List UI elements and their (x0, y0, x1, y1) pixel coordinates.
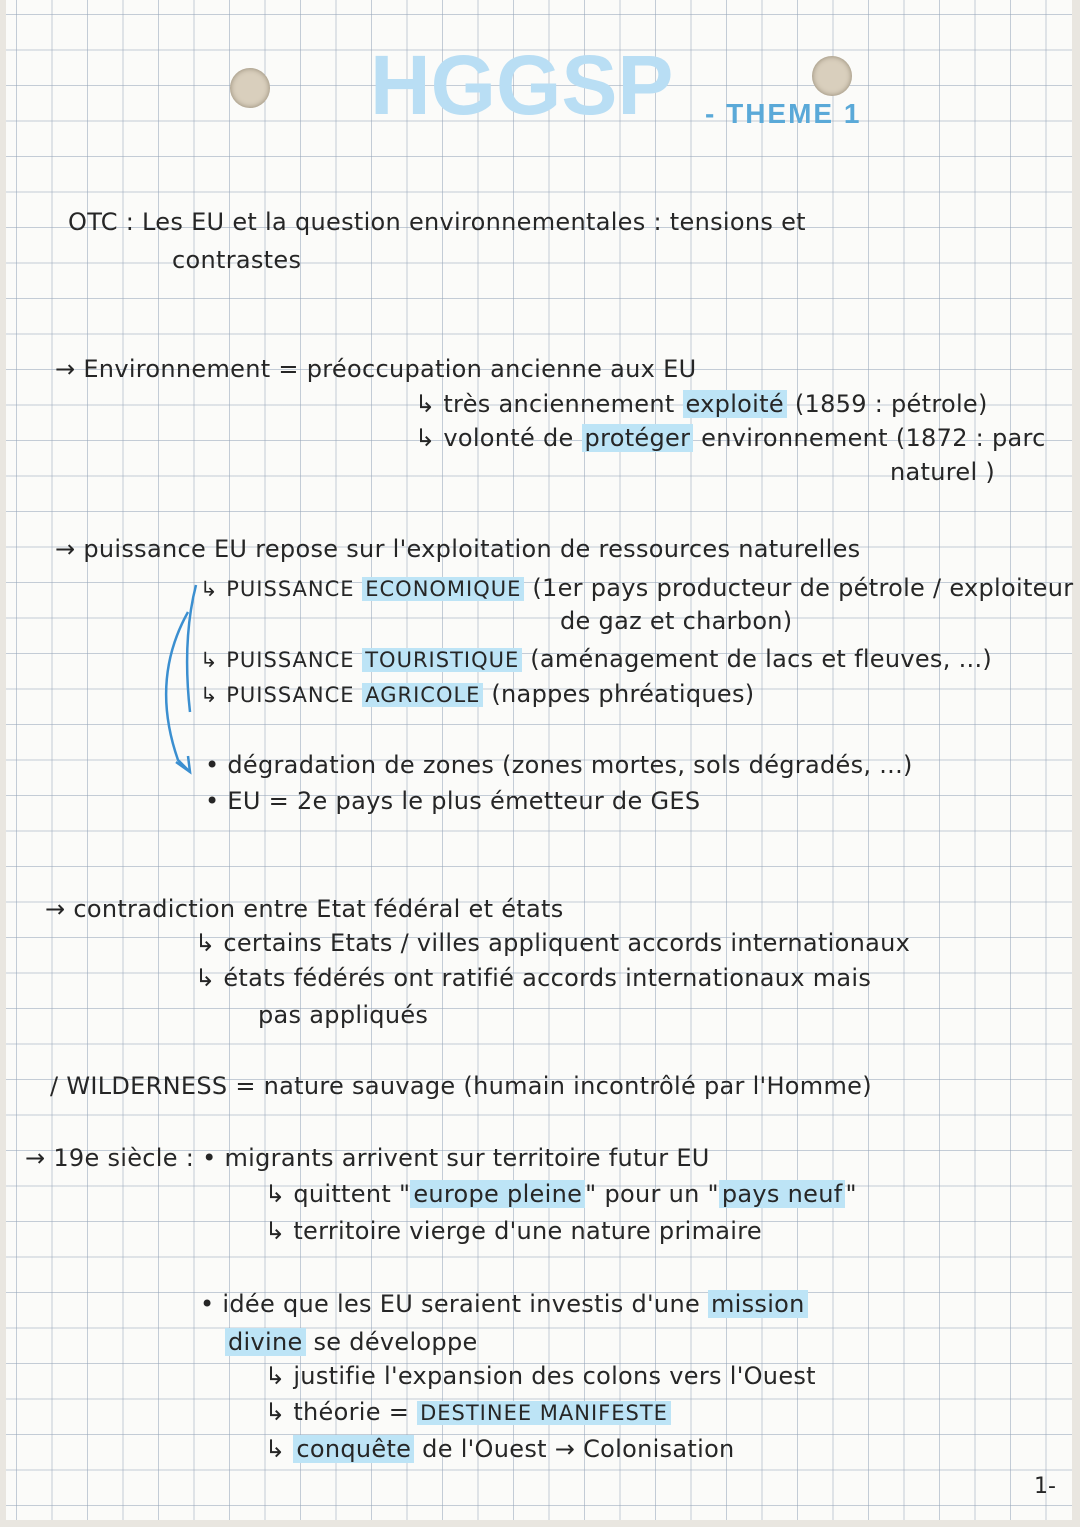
note-text: (nappes phréatiques) (483, 680, 755, 708)
note-line (205, 751, 913, 779)
note-line (265, 1398, 671, 1427)
note-text: • EU = 2e pays le plus émetteur de GES (205, 787, 701, 815)
note-text: → puissance EU repose sur l'exploitation de ressources naturelles (55, 535, 861, 563)
note-text: (aménagement de lacs et fleuves, ...) (522, 645, 993, 673)
note-line (25, 1144, 710, 1172)
note-line (68, 208, 806, 236)
note-text: de gaz et charbon) (560, 607, 793, 635)
note-line (265, 1435, 735, 1463)
note-text: de l'Ouest → Colonisation (414, 1435, 735, 1463)
note-text: ↳ quittent " (265, 1180, 411, 1208)
note-text: ↳ très anciennement (415, 390, 683, 418)
theme-label: - THEME 1 (705, 98, 862, 129)
highlighted-text: pays neuf (719, 1180, 846, 1208)
note-text: → 19e siècle : • migrants arrivent sur territoire futur EU (25, 1144, 710, 1172)
note-line (258, 1001, 428, 1029)
note-line (560, 607, 792, 635)
note-text: ↳ (265, 1435, 294, 1463)
highlighted-text: exploité (683, 390, 787, 418)
note-line (265, 1180, 857, 1208)
note-text: naturel ) (890, 458, 996, 486)
highlighted-text: conquête (293, 1435, 414, 1463)
note-text: ↳ volonté de (415, 424, 582, 452)
note-text: environnement (1872 : parc (693, 424, 1046, 452)
note-line (415, 390, 988, 418)
note-line (265, 1217, 762, 1245)
note-text: ↳ états fédérés ont ratifié accords internationaux mais (195, 964, 872, 992)
note-text: ↳ certains Etats / villes appliquent accords internationaux (195, 929, 911, 957)
note-text: ↳ PUISSANCE (200, 577, 363, 601)
note-text: OTC : Les EU et la question environnementales : tensions et (68, 208, 806, 236)
punch-hole (812, 56, 852, 96)
note-text: ↳ PUISSANCE (200, 683, 363, 707)
note-text: " pour un " (585, 1180, 719, 1208)
highlighted-text: mission (708, 1290, 808, 1318)
highlighted-text: divine (225, 1328, 306, 1356)
punch-hole (230, 68, 270, 108)
note-text: / WILDERNESS = nature sauvage (humain incontrôlé par l'Homme) (50, 1072, 872, 1100)
note-text: • idée que les EU seraient investis d'une (200, 1290, 708, 1318)
highlighted-text: AGRICOLE (362, 683, 483, 707)
note-line (55, 535, 860, 563)
note-line (225, 1328, 478, 1356)
note-line (200, 1290, 808, 1318)
note-text: pas appliqués (258, 1001, 429, 1029)
note-text: se développe (305, 1328, 478, 1356)
note-text: " (845, 1180, 857, 1208)
note-line (195, 929, 910, 957)
note-text: (1859 : pétrole) (786, 390, 988, 418)
note-text: contrastes (172, 246, 302, 274)
note-line (172, 246, 301, 274)
note-text: → Environnement = préoccupation ancienne aux EU (55, 355, 697, 383)
highlighted-text: ECONOMIQUE (362, 577, 524, 601)
note-line (50, 1072, 872, 1100)
note-text: • dégradation de zones (zones mortes, sols dégradés, ...) (205, 751, 913, 779)
note-text: ↳ justifie l'expansion des colons vers l'Ouest (265, 1362, 816, 1390)
note-text: ↳ territoire vierge d'une nature primaire (265, 1217, 762, 1245)
highlighted-text: TOURISTIQUE (362, 648, 522, 672)
highlighted-text: DESTINEE MANIFESTE (417, 1401, 671, 1425)
note-line (415, 424, 1046, 452)
note-line (200, 680, 754, 709)
page-number: 1- (1034, 1474, 1056, 1499)
note-text: → contradiction entre Etat fédéral et états (45, 895, 564, 923)
note-line (890, 458, 995, 486)
note-line (45, 895, 564, 923)
note-line (55, 355, 696, 383)
highlighted-text: europe pleine (410, 1180, 585, 1208)
note-text: ↳ PUISSANCE (200, 648, 363, 672)
note-line (200, 645, 992, 674)
note-line (195, 964, 871, 992)
highlighted-text: protéger (582, 424, 694, 452)
note-line (205, 787, 700, 815)
note-line (265, 1362, 816, 1390)
note-line (200, 574, 1073, 603)
note-text: (1er pays producteur de pétrole / exploiteur (524, 574, 1074, 602)
note-text: ↳ théorie = (265, 1398, 418, 1426)
page-title: HGGSP (370, 38, 674, 132)
